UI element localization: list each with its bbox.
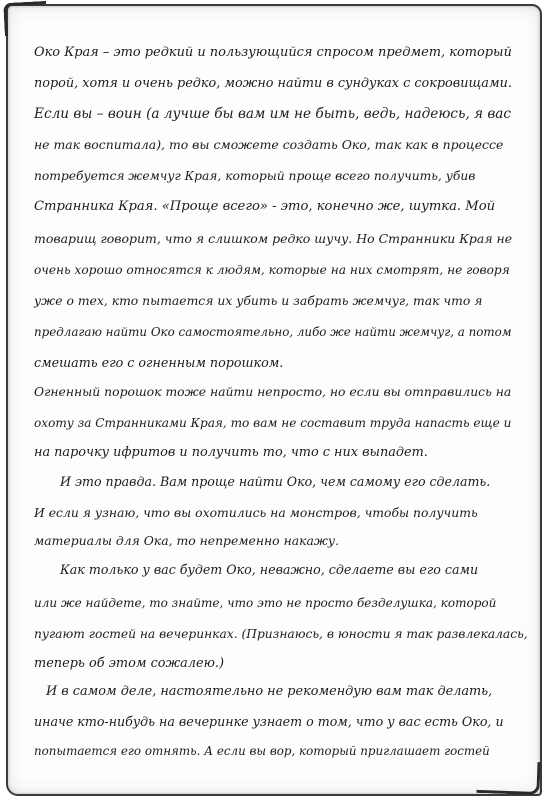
text-line: или же найдете, то знайте, что это не просто безделушка, которой	[34, 596, 497, 610]
text-line: теперь об этом сожалею.)	[34, 656, 225, 671]
text-line: товарищ говорит, что я слишком редко шучу. Но Странники Края не	[34, 231, 513, 246]
text-line: И это правда. Вам проще найти Око, чем самому его сделать.	[60, 474, 491, 489]
text-line: порой, хотя и очень редко, можно найти в сундуках с сокровищами.	[34, 76, 512, 91]
text-line: пугают гостей на вечеринках. (Признаюсь, в юности я так развлекалась,	[34, 627, 528, 641]
text-line: потребуется жемчуг Края, который проще всего получить, убив	[34, 169, 476, 183]
text-line: очень хорошо относятся к людям, которые на них смотрят, не говоря	[34, 263, 510, 277]
text-line: Огненный порошок тоже найти непросто, но если вы отправились на	[34, 384, 512, 399]
text-line: И если я узнаю, что вы охотились на монстров, чтобы получить	[34, 506, 478, 520]
text-line: Око Края – это редкий и пользующийся спросом предмет, который	[34, 45, 512, 60]
text-line: предлагаю найти Око самостоятельно, либо же найти жемчуг, а потом	[34, 325, 512, 339]
text-line: иначе кто-нибудь на вечеринке узнает о том, что у вас есть Око, и	[34, 714, 504, 729]
text-line: материалы для Ока, то непременно накажу.	[34, 534, 340, 548]
text-line: смешать его с огненным порошком.	[34, 355, 284, 370]
text-line: охоту за Странниками Края, то вам не составит труда напасть еще и	[34, 416, 512, 430]
text-line: попытается его отнять. А если вы вор, который приглашает гостей	[34, 744, 490, 758]
text-line: Если вы – воин (а лучше бы вам им не быть, ведь, надеюсь, я вас	[34, 106, 512, 122]
text-line: И в самом деле, настоятельно не рекомендую вам так делать,	[46, 684, 493, 699]
text-line: не так воспитала), то вы сможете создать Око, так как в процессе	[34, 137, 504, 152]
text-line: Как только у вас будет Око, неважно, сделаете вы его сами	[60, 562, 479, 577]
text-line: Странника Края. «Проще всего» - это, конечно же, шутка. Мой	[34, 199, 496, 214]
text-line: на парочку ифритов и получить то, что с них выпадет.	[34, 445, 428, 460]
text-line: уже о тех, кто пытается их убить и забрать жемчуг, так что я	[34, 294, 483, 308]
